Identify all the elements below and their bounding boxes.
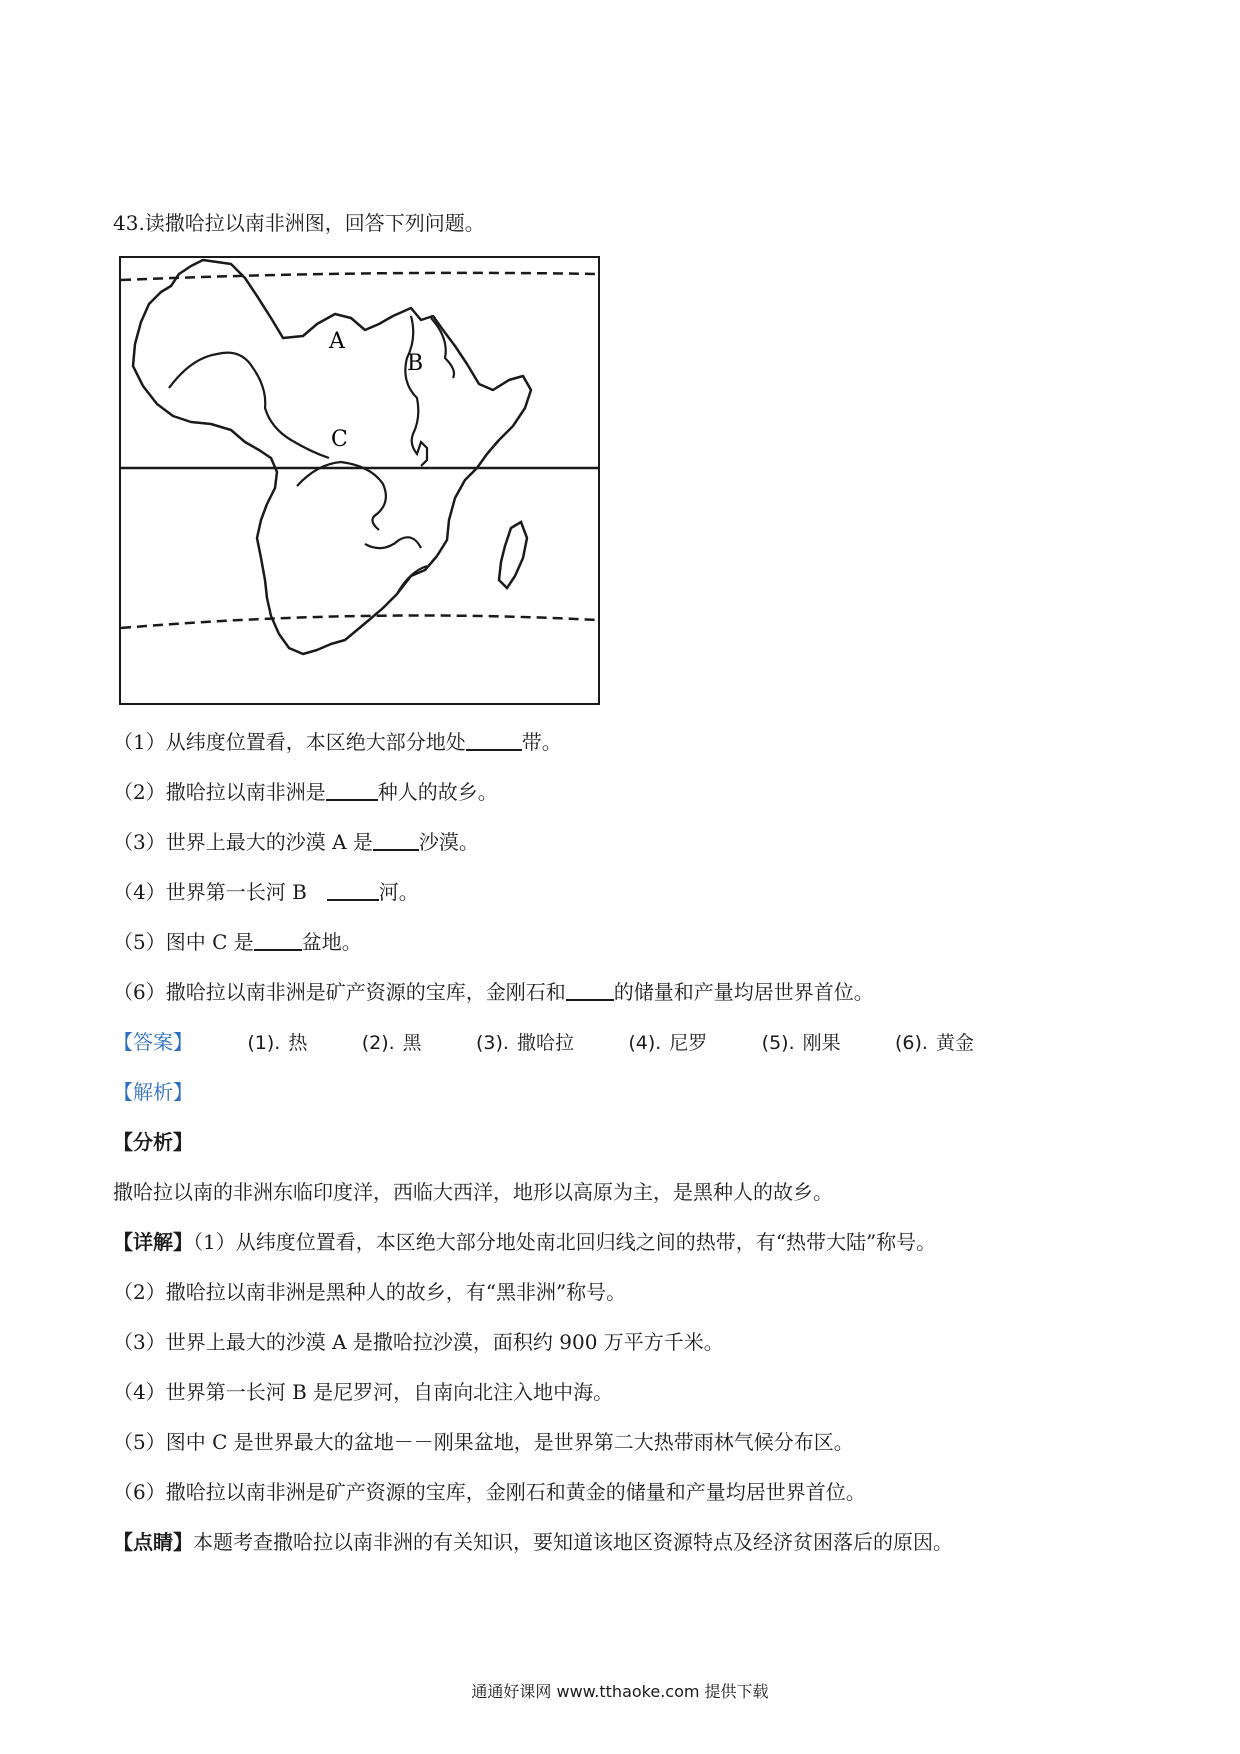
congo-river xyxy=(297,462,427,594)
answer-item: (3). 撒哈拉 xyxy=(476,1032,574,1054)
xiangjie-line-5: （5）图中 C 是世界最大的盆地－－刚果盆地，是世界第二大热带雨林气候分布区。 xyxy=(113,1430,854,1454)
map-label-b: B xyxy=(407,351,424,376)
answer-item: (2). 黑 xyxy=(361,1032,422,1054)
map-label-a: A xyxy=(329,329,345,354)
answer-item: (6). 黄金 xyxy=(895,1032,974,1054)
map-label-c: C xyxy=(331,427,348,452)
answer-label: 【答案】 xyxy=(113,1030,193,1054)
question-item-2: （2）撒哈拉以南非洲是 种人的故乡。 xyxy=(113,780,498,804)
answer-blank[interactable] xyxy=(373,829,419,851)
nile-river xyxy=(405,316,454,466)
xiangjie-line-1: 【详解】（1）从纬度位置看，本区绝大部分地处南北回归线之间的热带，有“热带大陆”称号。 xyxy=(113,1230,937,1254)
africa-coastline xyxy=(133,260,531,654)
question-item-1: （1）从纬度位置看，本区绝大部分地处 带。 xyxy=(113,730,562,754)
jiexi-label: 【解析】 xyxy=(113,1080,193,1104)
africa-map xyxy=(119,256,600,705)
tropic-of-cancer-line xyxy=(121,273,598,280)
africa-map-drawing xyxy=(121,258,598,703)
answer-row xyxy=(113,1028,974,1057)
answer-item: (1). 热 xyxy=(247,1032,308,1054)
answer-blank[interactable] xyxy=(466,729,522,751)
question-item-6: （6）撒哈拉以南非洲是矿产资源的宝库，金刚石和 的储量和产量均居世界首位。 xyxy=(113,980,874,1004)
niger-river xyxy=(169,353,329,458)
answer-item: (4). 尼罗 xyxy=(628,1032,708,1054)
xiangjie-line-4: （4）世界第一长河 B 是尼罗河，自南向北注入地中海。 xyxy=(113,1380,614,1404)
answer-blank[interactable] xyxy=(326,779,378,801)
question-item-3: （3）世界上最大的沙漠 A 是 沙漠。 xyxy=(113,830,479,854)
answer-blank[interactable] xyxy=(327,879,379,901)
xiangjie-line-6: （6）撒哈拉以南非洲是矿产资源的宝库，金刚石和黄金的储量和产量均居世界首位。 xyxy=(113,1480,866,1504)
question-title: 43.读撒哈拉以南非洲图，回答下列问题。 xyxy=(113,211,485,235)
xiangjie-line-2: （2）撒哈拉以南非洲是黑种人的故乡，有“黑非洲”称号。 xyxy=(113,1280,627,1304)
xiangjie-line-3: （3）世界上最大的沙漠 A 是撒哈拉沙漠，面积约 900 万平方千米。 xyxy=(113,1330,724,1354)
fenxi-text: 撒哈拉以南的非洲东临印度洋，西临大西洋，地形以高原为主，是黑种人的故乡。 xyxy=(113,1180,833,1204)
answer-item: (5). 刚果 xyxy=(761,1032,841,1054)
question-item-4: （4）世界第一长河 B 河。 xyxy=(113,880,419,904)
answer-blank[interactable] xyxy=(566,979,614,1001)
tropic-of-capricorn-line xyxy=(121,616,598,629)
question-item-5: （5）图中 C 是 盆地。 xyxy=(113,930,362,954)
page-footer: 通通好课网 www.tthaoke.com 提供下载 xyxy=(471,1682,769,1701)
answer-blank[interactable] xyxy=(254,929,302,951)
dianjing-line: 【点睛】本题考查撒哈拉以南非洲的有关知识，要知道该地区资源特点及经济贫困落后的原因。 xyxy=(113,1530,953,1554)
madagascar-island xyxy=(499,522,527,588)
fenxi-label: 【分析】 xyxy=(113,1130,193,1154)
